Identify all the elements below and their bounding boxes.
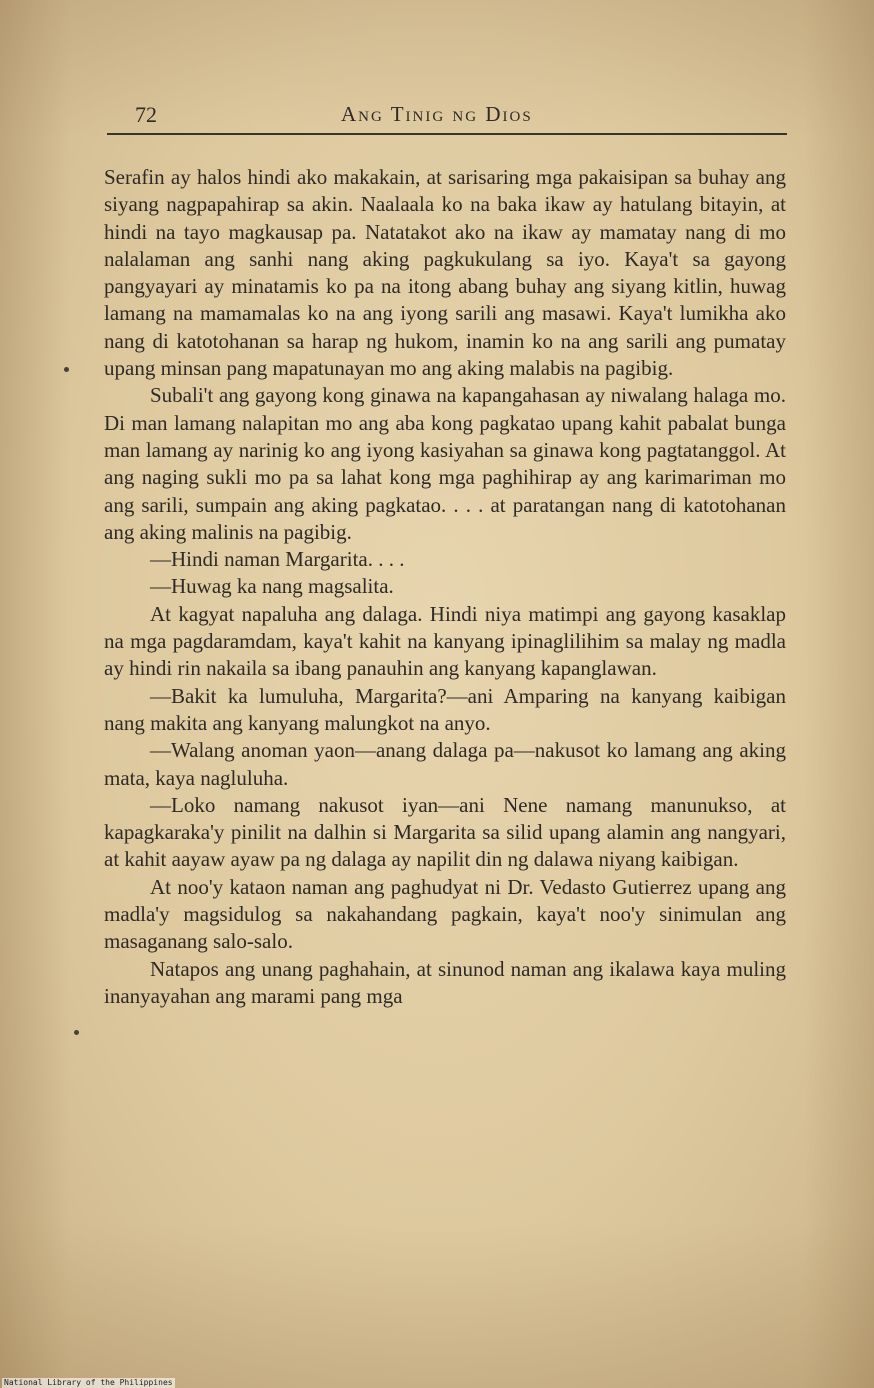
paragraph: Subali't ang gayong kong ginawa na kapangahasan ay niwalang halaga mo. Di man lamang nalapitan mo ang aba kong pagkatao upang kahit pabalat bunga man lamang ay narinig ko ang iyong kasiyahan sa ginawa kong pagtatanggol. At ang naging sukli mo pa sa lahat kong mga paghihirap ay ang karimariman mo ang sarili, sumpain ang aking pagkatao. . . . at paratangan nang di katotohanan ang aking malinis na pagibig. xyxy=(104,383,786,544)
dialogue-line: —Loko namang nakusot iyan—ani Nene namang manunukso, at kapagkaraka'y pinilit na dalhin si Margarita sa silid upang alamin ang nangyari, at kahit aayaw ayaw pa ng dalaga ay napilit din ng dalawa niyang kaibigan. xyxy=(104,792,786,872)
running-head: Ang Tinig ng Dios xyxy=(341,102,533,126)
dialogue-line: —Huwag ka nang magsalita. xyxy=(150,574,394,599)
margin-speck xyxy=(64,367,69,372)
paragraph: At noo'y kataon naman ang paghudyat ni Dr. Vedasto Gutierrez upang ang madla'y magsidulog sa nakahandang pagkain, kaya't noo'y sinimulan ang masaganang salo-salo. xyxy=(104,874,786,954)
dialogue-line: —Hindi naman Margarita. . . . xyxy=(150,547,405,572)
page-header xyxy=(105,100,785,132)
margin-speck xyxy=(74,1030,79,1035)
paragraph: Natapos ang unang paghahain, at sinunod naman ang ikalawa kaya muling inanyayahan ang marami pang mga xyxy=(104,956,786,1008)
paragraph: Serafin ay halos hindi ako makakain, at sarisaring mga pakaisipan sa buhay ang siyang nagpapahirap sa akin. Naalaala ko na baka ikaw ay hatulang bitayin, at hindi na tayo magkausap pa. Natatakot ako na ikaw ay mamatay nang di mo nalalaman ang sanhi nang aking pagkukulang sa iyo. Kaya't sa gayong pangyayari ay minatamis ko pa na itong abang buhay ang siyang kitlin, huwag lamang na mamamalas ko na ang iyong sarili ang masawi. Kaya't lumikha ako nang di katotohanan sa harap ng hukom, inamin ko na ang sarili ang pumatay upang minsan pang mapatunayan mo ang aking malabis na pagibig. xyxy=(104,165,786,381)
header-rule xyxy=(107,133,787,135)
dialogue-line: —Bakit ka lumuluha, Margarita?—ani Amparing na kanyang kaibigan nang makita ang kanyang malungkot na anyo. xyxy=(104,683,786,735)
body-text xyxy=(104,164,786,1010)
library-credit: National Library of the Philippines xyxy=(4,1378,173,1387)
page-number: 72 xyxy=(135,102,157,127)
dialogue-line: —Walang anoman yaon—anang dalaga pa—nakusot ko lamang ang aking mata, kaya nagluluha. xyxy=(104,738,786,790)
paragraph: At kagyat napaluha ang dalaga. Hindi niya matimpi ang gayong kasaklap na mga pagdaramdam, kaya't kahit na kanyang ipinaglilihim sa malay ng madla ay hindi rin nakaila sa ibang panauhin ang kanyang kapanglawan. xyxy=(104,601,786,681)
